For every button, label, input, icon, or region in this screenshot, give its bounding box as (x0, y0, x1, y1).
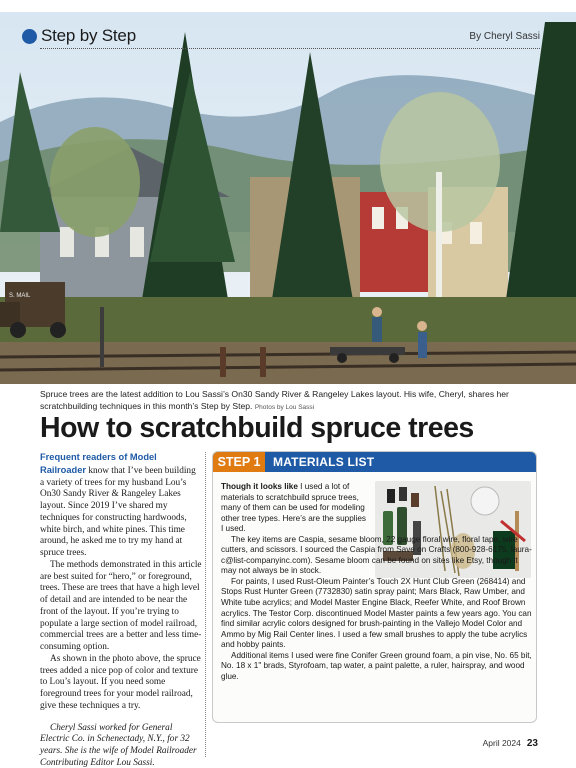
intro-paragraph (40, 452, 202, 560)
department-header (0, 20, 576, 54)
step-title: MATERIALS LIST (273, 455, 375, 469)
caption-text: Spruce trees are the latest addition to Lou Sassi’s On30 Sandy River & Rangeley Lakes layout. His wife, Cheryl, shares her scratchbuilding techniques in this month’s Step by Step. (40, 389, 509, 411)
photo-credit: Photos by Lou Sassi (254, 403, 315, 411)
author-bio: Cheryl Sassi worked for General Electric Co. in Schenectady, N.Y., for 32 years. She is the wife of Model Railroader Contributing Editor Lou Sassi. (40, 722, 197, 768)
page-footer (483, 738, 538, 749)
step-lead-in: Though it looks like (221, 482, 298, 491)
article-title: How to scratchbuild spruce trees (40, 412, 474, 444)
step-paragraph-1-text: I used a lot of materials to scratchbuild spruce trees, many of them can be used for modeling other tree types. Here’s are the supplies I used. (221, 482, 367, 534)
byline: By Cheryl Sassi (469, 31, 540, 42)
step-paragraph-2: The key items are Caspia, sesame bloom, 22 gauge floral wire, floral tape, wire cutters, and scissors. I sourced the Caspia from Save on Crafts (800-928-6175, laura-c@list-companyinc.com). Sesame bloom can be found on sites like Etsy, though it may not always be in stock. (221, 534, 532, 576)
step-paragraph-1 (221, 482, 369, 535)
intro-paragraph-text: know that I’ve been building a variety of trees for my husband Lou’s On30 Sandy River & Rangeley Lakes layout. Since 2019 I’ve shared my techniques for constructing hardwoods, white birch, and white pines. This time around, he asked me to try my hand at spruce trees. (40, 465, 196, 558)
intro-column (40, 452, 202, 768)
step-paragraph-4: Additional items I used were fine Conifer Green ground foam, a pin vise, No. 65 bit, No. 18 x 1" brads, Styrofoam, tap water, a paint palette, a ruler, hairspray, and wood glue. (221, 650, 532, 681)
photo-caption (40, 389, 540, 413)
body-paragraph-2: The methods demonstrated in this article are best suited for “hero,” or foreground, trees. These are trees that have a high level of detail and are intended to be near the front of the layout. If you’re trying to populate a large section of model railroad, commercial trees are a better and less time-consuming option. (40, 559, 202, 652)
truck-sign-text: S. MAIL (9, 293, 31, 299)
hero-photo (0, 12, 576, 384)
column-divider (205, 452, 206, 757)
body-paragraph-3: As shown in the photo above, the spruce trees added a nice pop of color and texture to Lou’s layout. If you need some foreground trees for your model railroad, give these techniques a try. (40, 653, 201, 711)
department-name: Step by Step (41, 26, 136, 45)
step-number: STEP 1 (213, 452, 265, 472)
department-bullet-icon (22, 29, 37, 44)
step-body (221, 482, 533, 682)
page-number: 23 (526, 738, 538, 749)
step-intro-wrap (221, 482, 369, 535)
header-divider (40, 48, 540, 49)
lead-in: Frequent readers of Model Railroader (40, 452, 157, 475)
step-paragraph-3: For paints, I used Rust-Oleum Painter’s Touch 2X Hunt Club Green (268414) and Stops Rust Hunter Green (7732830) satin spray paint; Mars Black, Raw Umber, and White tube acrylics; and Model Master Engine Black, Reefer White, and Roof Brown acrylics. The Testor Corp. discontinued Model Master paints a few years ago. You can find similar acrylic colors designed for brush-painting in the Vallejo Model Color and Ammo by Mig Rail Center lines. I used a few small brushes to apply the tube acrylics and hobby paints. (221, 576, 532, 650)
issue-date: April 2024 (482, 738, 521, 748)
step-box (212, 451, 537, 723)
